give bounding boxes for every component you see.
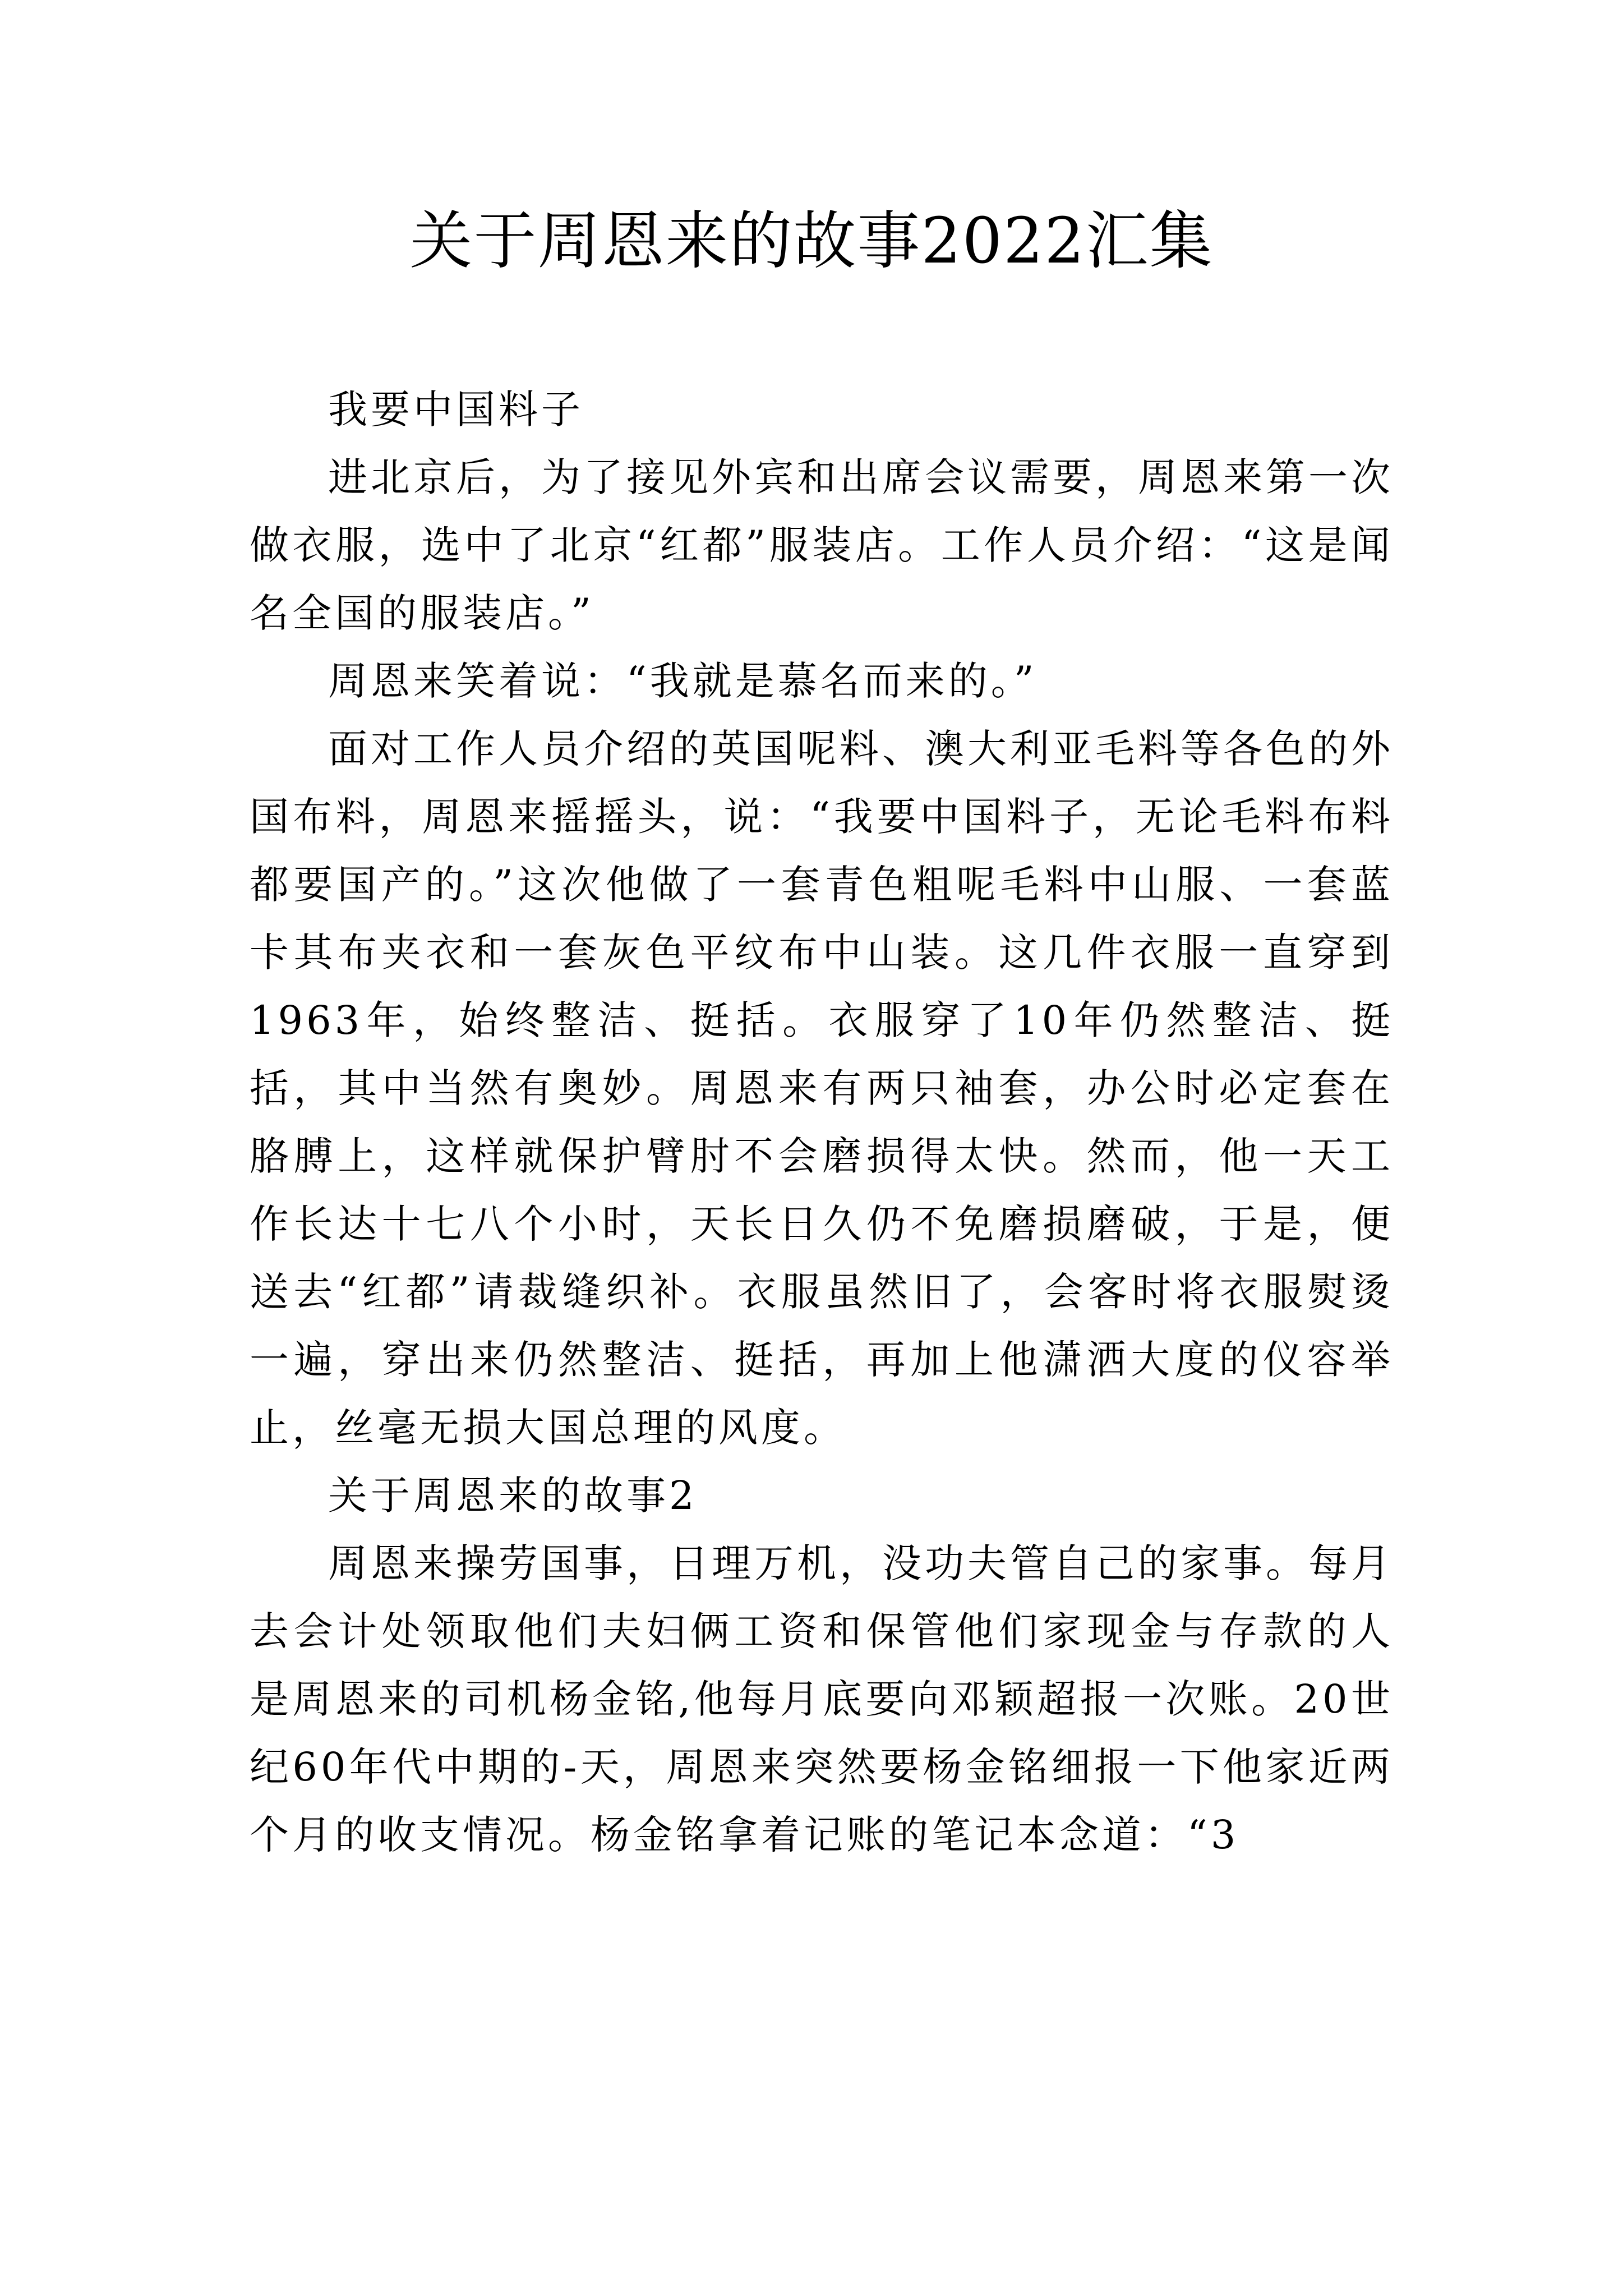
section-heading-story-2: 关于周恩来的故事2 — [328, 1473, 698, 1519]
section-heading-fabric: 我要中国料子 — [328, 386, 584, 432]
paragraph: 周恩来操劳国事，日理万机，没功夫管自己的家事。每月去会计处领取他们夫妇俩工资和保管他们家现金与存款的人是周恩来的司机杨金铭,他每月底要向邓颖超报一次账。20世纪60年代中期的-天，周恩来突然要杨金铭细报一下他家近两个月的收支情况。杨金铭拿着记账的笔记本念道：“3 — [250, 1540, 1394, 1858]
document-body — [250, 376, 1394, 1869]
paragraph: 周恩来笑着说：“我就是慕名而来的。” — [328, 658, 1038, 704]
paragraph: 进北京后，为了接见外宾和出席会议需要，周恩来第一次做衣服，选中了北京“红都”服装店。工作人员介绍：“这是闻名全国的服装店。” — [250, 454, 1394, 636]
paragraph: 面对工作人员介绍的英国呢料、澳大利亚毛料等各色的外国布料，周恩来摇摇头，说：“我要中国料子，无论毛料布料都要国产的。”这次他做了一套青色粗呢毛料中山服、一套蓝卡其布夹衣和一套灰色平纹布中山装。这几件衣服一直穿到1963年，始终整洁、挺括。衣服穿了10年仍然整洁、挺括，其中当然有奥妙。周恩来有两只袖套，办公时必定套在胳膊上，这样就保护臂肘不会磨损得太快。然而，他一天工作长达十七八个小时，天长日久仍不免磨损磨破，于是，便送去“红都”请裁缝织补。衣服虽然旧了，会客时将衣服熨烫一遍，穿出来仍然整洁、挺括，再加上他潇洒大度的仪容举止，丝毫无损大国总理的风度。 — [250, 726, 1394, 1451]
document-title: 关于周恩来的故事2022汇集 — [409, 205, 1214, 278]
